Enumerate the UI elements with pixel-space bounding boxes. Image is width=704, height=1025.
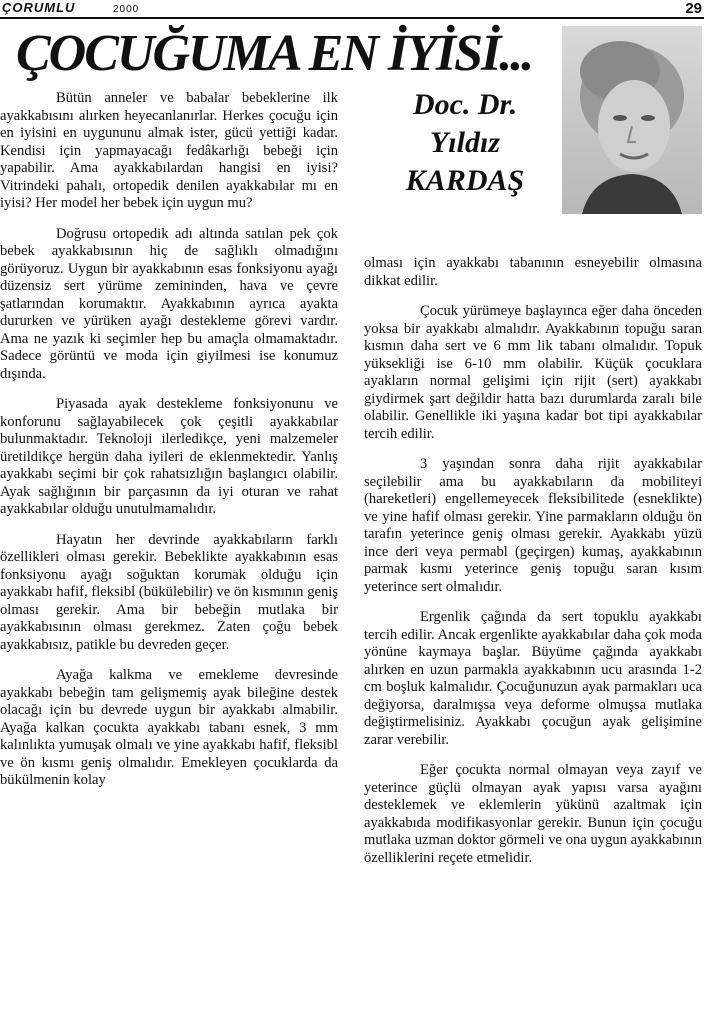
author-portrait-photo (562, 26, 702, 214)
author-byline (370, 86, 560, 200)
masthead-year: 2000 (113, 4, 140, 15)
article-paragraph: Bütün anneler ve babalar bebeklerine ilk ayakkabısını alırken heyecanlanırlar. Herkes çocuğu için en iyisini en uygununu almak ister, gücü yettiği kadar. Kendisi için yapmayacağı fedâkarlığı bebeği için yapabilir. Ama ayakkabılardan hangisi en iyisi? Vitrindeki pahalı, ortopedik denilen ayakkabılar mı en iyisi? Her model her bebek için uygun mu? (0, 90, 338, 211)
article-paragraph: Ergenlik çağında da sert topuklu ayakkabı tercih edilir. Ancak ergenlikte ayakkabılar daha çok moda yönüne kaymaya başlar. Büyüme çağında ayakkabı alırken en uzun parmakla ayakkabının ucu arasında 1-2 cm boşluk kalmalıdır. Çocuğunuzun ayak parmakları uca değiyorsa, daralmışsa veya deforme olmuşsa mutlaka değiştirmelisiniz. Ayakkabı çocuğun ayak gelişimine zarar verebilir. (364, 609, 702, 748)
author-last-name: KARDAŞ (405, 164, 525, 197)
author-first-name: Yıldız (429, 126, 500, 159)
article-paragraph: Piyasada ayak destekleme fonksiyonunu ve konforunu sağlayabilecek çok çeşitli ayakkabılar bulunmaktadır. Teknoloji ilerledikçe, yeni malzemeler üretildikçe hergün daha iyileri de eklenmektedir. Yanlış ayakkabı seçimi bir çok rahatsızlığın başlangıcı olabilir. Ayak sağlığının bir parçasının da iyi oturan ve rahat ayakkabılar olduğu unutulmamalıdır. (0, 396, 338, 517)
masthead-logo: ÇORUMLU (2, 0, 76, 15)
header-divider (0, 17, 704, 19)
article-column-right (364, 255, 702, 880)
page-number: 29 (685, 0, 702, 17)
article-paragraph: Ayağa kalkma ve emekleme devresinde ayakkabı bebeğin tam gelişmemiş ayak bileğine destek olacağı için bu devrede uygun bir ayakkabı almabilir. Ayağa kalkan çocukta ayakkabı tabanı esnek, 3 mm kalınlıkta yumuşak olmalı ve yine ayakkabı hafif, fleksibl ve ön kısmı geniş olmalıdır. Emekleyen çocuklarda da bükülmenin kolay (0, 667, 338, 788)
article-paragraph: 3 yaşından sonra daha rijit ayakkabılar seçilebilir ama bu ayakkabıların da mobiliteyi (hareketleri) engellemeyecek fleksibilitede (esneklikte) ve yine hafif olması gerekir. Yine parmakların olduğu ön tarafın yeterince geniş olması gerekir. Ayakkabı yüzü ince deri veya permabl (geçirgen) kumaş, ayakkabının parmak kısmı yeterince geniş topuğu saran kısım yeterince sert olmalıdır. (364, 456, 702, 595)
article-paragraph: Çocuk yürümeye başlayınca eğer daha önceden yoksa bir ayakkabı almalıdır. Ayakkabının topuğu saran kısmın daha sert ve 6 mm lik tabanı olmalıdır. Topuk yüksekliği ise 6-10 mm olabilir. Küçük çocuklara ayakların normal gelişimi için rijit (sert) ayakkabı giydirmek şart değildir hatta bazı durumlarda zaralı bile olabilir. Genellikle iki yaşına kadar bot tipi ayakkabılar tercih edilir. (364, 303, 702, 442)
article-paragraph: Eğer çocukta normal olmayan veya zayıf ve yeterince güçlü olmayan ayak yapısı varsa ayağını desteklemek ve eklemlerin yükünü azaltmak için ayakkabıda modifikasyonlar gerekir. Bunun için çocuğu mutlaka uzman doktor görmeli ve ona uygun ayakkabının özelliklerini reçete etmelidir. (364, 762, 702, 866)
article-headline: ÇOCUĞUMA EN İYİSİ... (16, 25, 533, 82)
article-column-left (0, 90, 338, 803)
article-paragraph: Hayatın her devrinde ayakkabıların farklı özellikleri olması gerekir. Bebeklikte ayakkabının esas fonksiyonu ayağı soğuktan korumak olduğu için ayakkabı hafif, fleksibl (bükülebilir) ve ön kısmının geniş olması gerekir. Ama bir bebeğin mutlaka bir ayakkabısının olması gerekmez. Zaten çoğu bebek ayakkabısız, patikle bu devreden geçer. (0, 531, 338, 653)
article-paragraph: Doğrusu ortopedik adı altında satılan pek çok bebek ayakkabısının hiç de sağlıklı olmadığını görüyoruz. Uygun bir ayakkabının esas fonksiyonu ayağı düzensiz sert yürüme zemininden, hava ve çevre şatlarından korumaktır. Ayakkabının ayrıca ayakta dururken ve yürüken ayağı destekleme görevi vardır. Ama ne yazık ki seçimler hep bu amaçla olmamaktadır. Sadece görüntü ve moda için giyilmesi ise konumuz dışında. (0, 225, 338, 382)
portrait-illustration (562, 26, 702, 214)
page-header (0, 0, 704, 22)
author-title: Doc. Dr. (412, 88, 518, 121)
article-paragraph: olması için ayakkabı tabanının esneyebilir olmasına dikkat edilir. (364, 255, 702, 289)
